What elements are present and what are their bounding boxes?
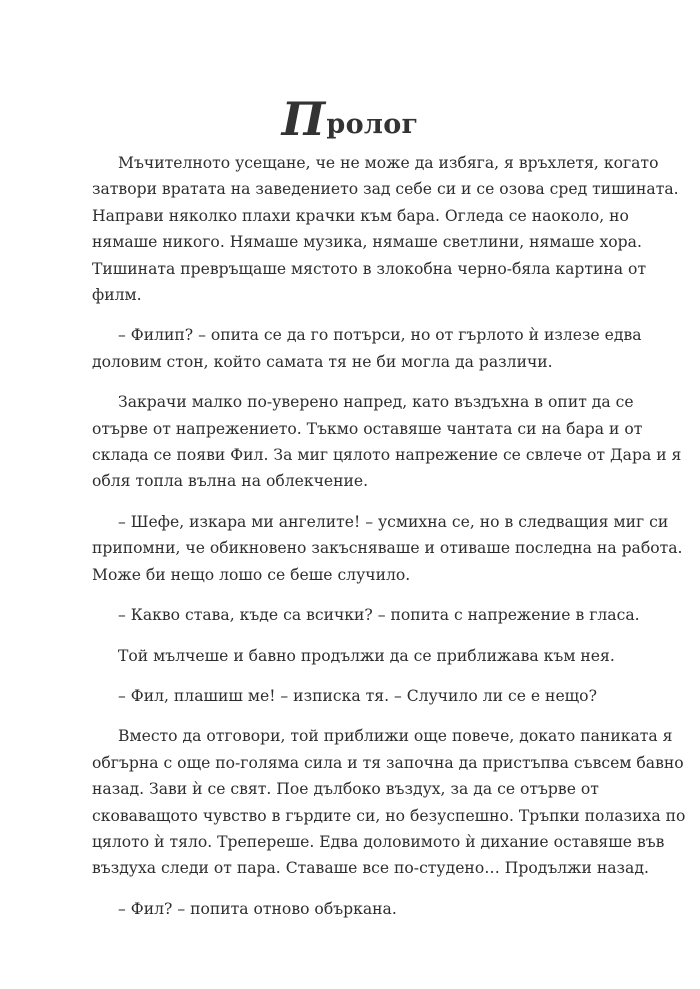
- text-line: Може би нещо лошо се беше случило.: [92, 565, 411, 584]
- text-line: затвори вратата на заведението зад себе си и се озова сред тишината.: [92, 180, 679, 199]
- text-line: – Фил, плашиш ме! – изписка тя. – Случило ли се е нещо?: [118, 686, 597, 705]
- text-line: доловим стон, който самата тя не би могла да различи.: [92, 352, 553, 371]
- text-line: – Филип? – опита се да го потърси, но от гърлото ѝ излезе едва: [118, 326, 642, 345]
- text-line: – Фил? – попита отново объркана.: [118, 899, 397, 918]
- paragraph: [92, 683, 617, 709]
- text-line: Мъчителното усещане, че не може да избяга, я връхлетя, когато: [118, 154, 659, 172]
- text-line: цялото ѝ тяло. Трепереше. Едва доловимото ѝ дихание оставяше във: [92, 832, 665, 851]
- text-line: филм.: [92, 286, 142, 305]
- text-line: – Какво става, къде са всички? – попита с напрежение в гласа.: [118, 606, 640, 625]
- paragraph: [92, 896, 617, 922]
- text-line: Той мълчеше и бавно продължи да се приближава към нея.: [118, 646, 615, 665]
- paragraph: [92, 723, 686, 881]
- paragraph: [92, 602, 640, 628]
- text-line: назад. Зави ѝ се свят. Пое дълбоко въздух, за да се отърве от: [92, 780, 599, 799]
- text-line: въздуха следи от пара. Ставаше все по-студено… Продължи назад.: [92, 859, 649, 878]
- text-line: обля топла вълна на облекчение.: [92, 472, 369, 491]
- chapter-title: [0, 92, 700, 147]
- text-line: склада се появи Фил. За миг цялото напрежение се свлече от Дара и я: [92, 446, 682, 465]
- paragraph: [92, 389, 682, 495]
- text-line: обгърна с още по-голяма сила и тя започна да пристъпва съвсем бавно: [92, 753, 684, 772]
- text-line: припомни, че обикновено закъсняваше и отиваше последна на работа.: [92, 539, 683, 558]
- text-line: Вместо да отговори, той приближи още повече, докато паниката я: [118, 727, 673, 746]
- paragraph: [92, 643, 617, 669]
- paragraph: [92, 322, 642, 375]
- chapter-title-rest: ролог: [326, 109, 419, 141]
- paragraph: [92, 509, 683, 588]
- text-line: сковаващото чувство в гърдите си, но безуспешно. Тръпки полазиха по: [92, 806, 686, 825]
- text-line: Тишината превръщаше мястото в злокобна черно-бяла картина от: [92, 259, 647, 278]
- text-line: Направи няколко плахи крачки към бара. Огледа се наоколо, но: [92, 206, 629, 225]
- text-line: – Шефе, изкара ми ангелите! – усмихна се, но в следващия миг си: [118, 512, 669, 531]
- chapter-body: [92, 150, 686, 936]
- text-line: нямаше никого. Нямаше музика, нямаше светлини, нямаше хора.: [92, 233, 642, 252]
- text-line: Закрачи малко по-уверено напред, като въздъхна в опит да се: [118, 393, 634, 412]
- paragraph: [92, 150, 679, 308]
- text-line: отърве от напрежението. Тъкмо оставяше чантата си на бара и от: [92, 419, 643, 438]
- chapter-title-initial: П: [281, 92, 326, 147]
